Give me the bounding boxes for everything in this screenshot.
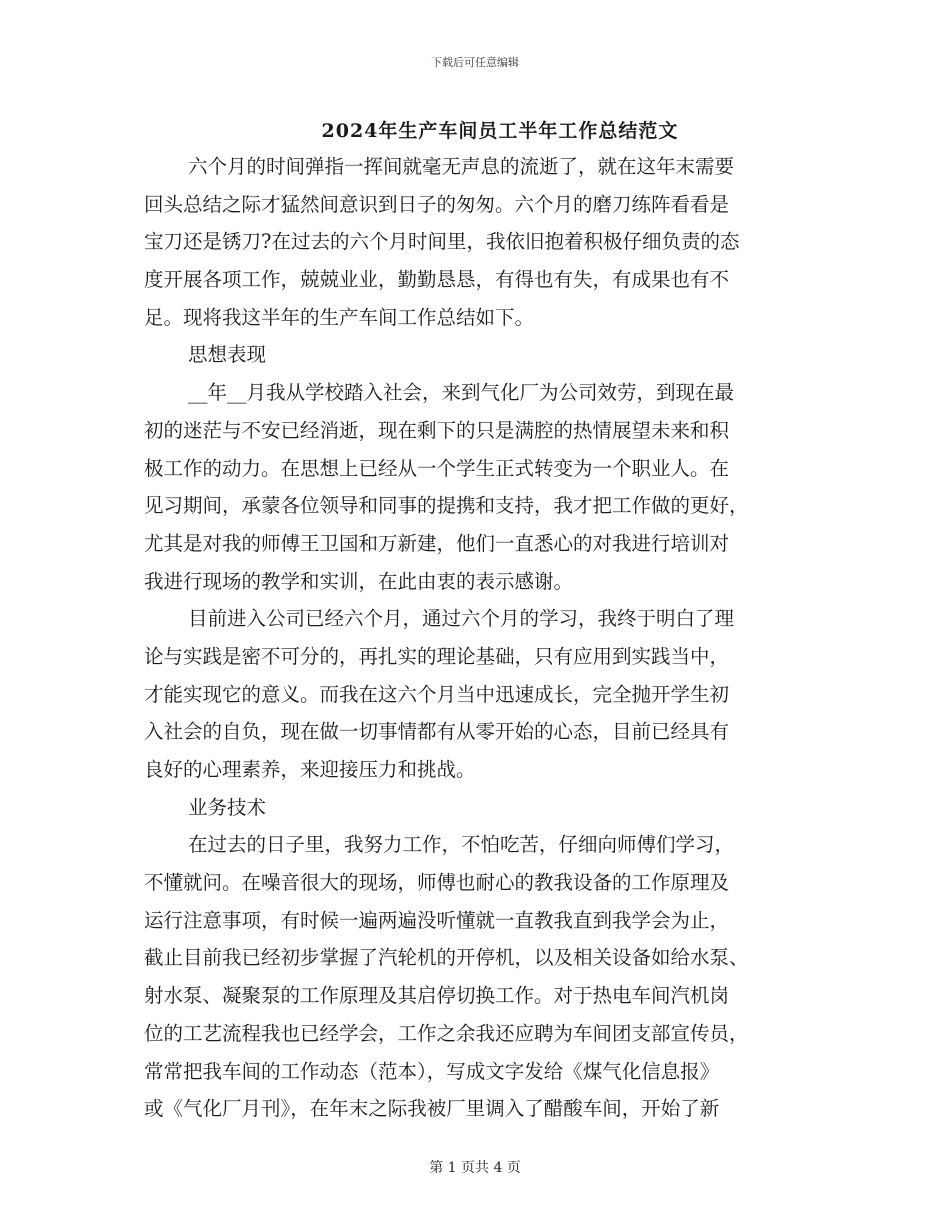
body-line: 论与实践是密不可分的，再扎实的理论基础，只有应用到实践当中，	[144, 644, 730, 668]
body-line: 截止目前我已经初步掌握了汽轮机的开停机，以及相关设备如给水泵、	[144, 946, 749, 970]
body-line: 极工作的动力。在思想上已经从一个学生正式转变为一个职业人。在	[144, 456, 730, 480]
body-line: 宝刀还是锈刀?在过去的六个月时间里，我依旧抱着积极仔细负责的态	[144, 230, 740, 254]
body-line: 常常把我车间的工作动态（范本），写成文字发给《煤气化信息报》	[144, 1059, 720, 1083]
body-line: 或《气化厂月刊》，在年末之际我被厂里调入了醋酸车间，开始了新	[144, 1097, 720, 1121]
body-line: 见习期间，承蒙各位领导和同事的提携和支持，我才把工作做的更好，	[144, 494, 749, 518]
body-line: 目前进入公司已经六个月，通过六个月的学习，我终于明白了理	[188, 607, 735, 631]
body-line: 我进行现场的教学和实训，在此由衷的表示感谢。	[144, 569, 574, 593]
body-line: 思想表现	[188, 343, 267, 367]
body-line: 足。现将我这半年的生产车间工作总结如下。	[144, 305, 535, 329]
page-header-note: 下载后可任意编辑	[431, 56, 519, 69]
body-line: 六个月的时间弹指一挥间就毫无声息的流逝了，就在这年末需要	[188, 155, 735, 178]
body-line: 度开展各项工作，兢兢业业，勤勤恳恳，有得也有失，有成果也有不	[144, 268, 730, 292]
body-line: 回头总结之际才猛然间意识到日子的匆匆。六个月的磨刀练阵看看是	[144, 192, 730, 216]
body-line: 位的工艺流程我也已经学会，工作之余我还应聘为车间团支部宣传员，	[144, 1021, 749, 1045]
body-line: __年__月我从学校踏入社会，来到气化厂为公司效劳，到现在最	[188, 381, 735, 405]
body-line: 射水泵、凝聚泵的工作原理及其启停切换工作。对于热电车间汽机岗	[144, 984, 730, 1008]
body-line: 不懂就问。在噪音很大的现场，师傅也耐心的教我设备的工作原理及	[144, 871, 730, 895]
body-line: 运行注意事项，有时候一遍两遍没听懂就一直教我直到我学会为止，	[144, 908, 730, 932]
body-line: 才能实现它的意义。而我在这六个月当中迅速成长，完全抛开学生初	[144, 682, 730, 706]
document-body	[144, 148, 800, 1128]
body-line: 在过去的日子里，我努力工作，不怕吃苦，仔细向师傅们学习，	[188, 833, 735, 857]
body-line: 良好的心理素养，来迎接压力和挑战。	[144, 758, 476, 781]
body-line: 初的迷茫与不安已经消逝，现在剩下的只是满腔的热情展望未来和积	[144, 418, 730, 442]
page-footer: 第 1 页共 4 页	[429, 1160, 521, 1176]
body-line: 入社会的自负，现在做一切事情都有从零开始的心态，目前已经具有	[144, 720, 730, 744]
body-line: 业务技术	[188, 795, 267, 819]
body-line: 尤其是对我的师傅王卫国和万新建，他们一直悉心的对我进行培训对	[144, 531, 730, 555]
document-title: 2024年生产车间员工半年工作总结范文	[321, 120, 679, 142]
